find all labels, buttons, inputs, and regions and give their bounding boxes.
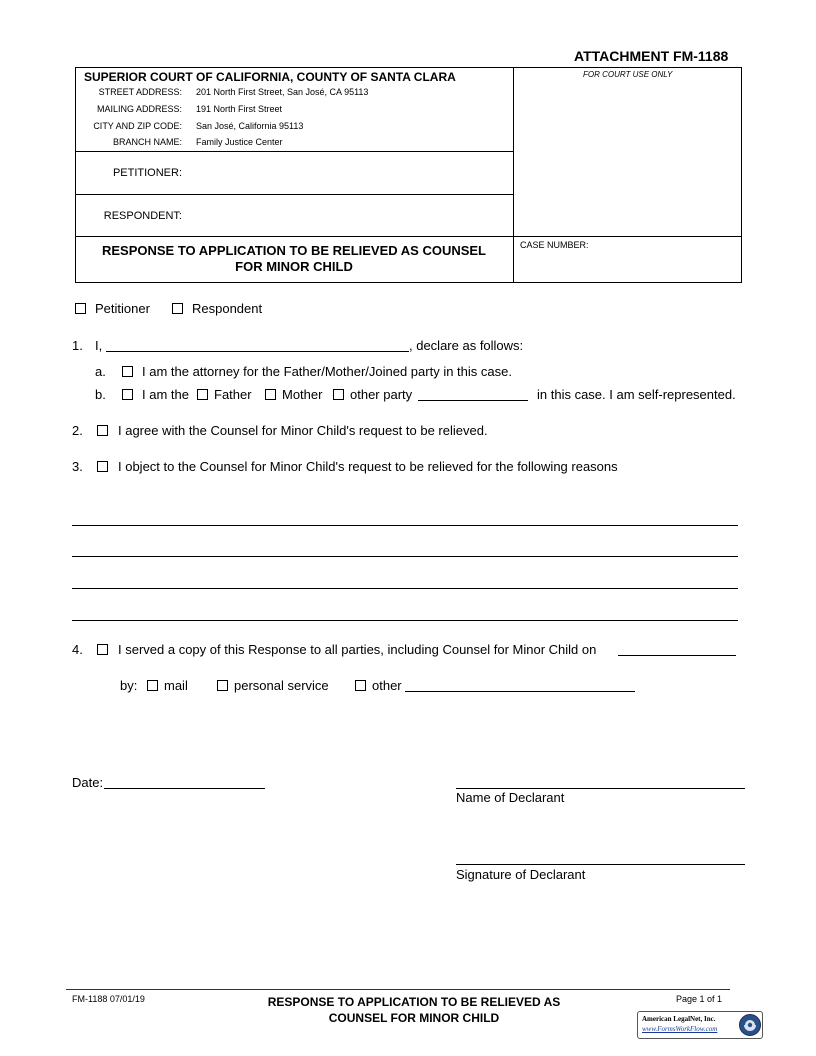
form-title-line1: RESPONSE TO APPLICATION TO BE RELIEVED AS COUNSEL	[101, 243, 487, 258]
item2-text: I agree with the Counsel for Minor Child's request to be relieved.	[118, 423, 488, 438]
footer-title	[230, 994, 598, 1026]
attachment-title: ATTACHMENT FM-1188	[574, 48, 729, 64]
item4-number: 4.	[72, 642, 83, 657]
item2-checkbox[interactable]	[97, 425, 108, 436]
case-number-label: CASE NUMBER:	[520, 240, 589, 250]
caption-rule	[75, 151, 513, 152]
other-service-checkbox[interactable]	[355, 680, 366, 691]
petitioner-checkbox[interactable]	[75, 303, 86, 314]
respondent-label: RESPONDENT:	[103, 210, 182, 222]
reasons-line[interactable]	[72, 556, 738, 557]
publisher-name: American LegalNet, Inc.	[642, 1015, 716, 1023]
item1b-suffix: in this case. I am self-represented.	[537, 387, 736, 402]
branch-label: BRANCH NAME:	[112, 137, 182, 147]
respondent-option-label: Respondent	[192, 301, 263, 316]
form-code: FM-1188 07/01/19	[72, 994, 145, 1004]
date-field[interactable]	[104, 788, 265, 789]
other-service-label: other	[372, 678, 402, 693]
city-label: CITY AND ZIP CODE:	[93, 121, 182, 131]
publisher-url[interactable]: www.FormsWorkFlow.com	[642, 1025, 718, 1033]
footer-title-line2: COUNSEL FOR MINOR CHILD	[328, 1011, 500, 1025]
street-value: 201 North First Street, San José, CA 95113	[196, 87, 369, 97]
mother-label: Mother	[282, 387, 323, 402]
name-label: Name of Declarant	[456, 790, 565, 805]
branch-value: Family Justice Center	[196, 137, 283, 147]
footer-rule	[66, 989, 730, 990]
publisher-globe-icon	[738, 1013, 762, 1037]
reasons-line[interactable]	[72, 620, 738, 621]
date-label: Date:	[72, 775, 104, 790]
caption-divider	[513, 67, 514, 283]
mailing-label: MAILING ADDRESS:	[96, 104, 182, 114]
petitioner-option-label: Petitioner	[95, 301, 150, 316]
name-field[interactable]	[456, 788, 745, 789]
item1-number: 1.	[72, 338, 83, 353]
mail-label: mail	[164, 678, 188, 693]
item1-prefix: I,	[95, 338, 103, 353]
page-number: Page 1 of 1	[676, 994, 723, 1004]
item3-checkbox[interactable]	[97, 461, 108, 472]
caption-rule	[75, 194, 513, 195]
item1a-checkbox[interactable]	[122, 366, 133, 377]
item1b-iam: I am the	[142, 387, 189, 402]
court-use-label: FOR COURT USE ONLY	[583, 70, 673, 79]
respondent-checkbox[interactable]	[172, 303, 183, 314]
declarant-name-field[interactable]	[106, 351, 409, 352]
item4-text: I served a copy of this Response to all parties, including Counsel for Minor Child on	[118, 642, 597, 657]
reasons-line[interactable]	[72, 588, 738, 589]
court-name: SUPERIOR COURT OF CALIFORNIA, COUNTY OF SANTA CLARA	[84, 70, 456, 84]
form-title-line2: FOR MINOR CHILD	[235, 259, 353, 274]
signature-field[interactable]	[456, 864, 745, 865]
street-label: STREET ADDRESS:	[98, 87, 182, 97]
item1a-letter: a.	[95, 364, 106, 379]
item1b-letter: b.	[95, 387, 106, 402]
mailing-value: 191 North First Street	[196, 104, 283, 114]
service-date-field[interactable]	[618, 655, 736, 656]
by-label: by:	[120, 678, 138, 693]
personal-service-label: personal service	[234, 678, 329, 693]
petitioner-label: PETITIONER:	[112, 167, 182, 179]
form-title	[80, 243, 508, 275]
mail-checkbox[interactable]	[147, 680, 158, 691]
item1a-text: I am the attorney for the Father/Mother/Joined party in this case.	[142, 364, 512, 379]
personal-service-checkbox[interactable]	[217, 680, 228, 691]
father-label: Father	[214, 387, 252, 402]
item3-number: 3.	[72, 459, 83, 474]
other-service-field[interactable]	[405, 691, 635, 692]
item1-suffix: , declare as follows:	[409, 338, 524, 353]
reasons-line[interactable]	[72, 525, 738, 526]
item4-checkbox[interactable]	[97, 644, 108, 655]
father-checkbox[interactable]	[197, 389, 208, 400]
other-party-label: other party	[350, 387, 413, 402]
city-value: San José, California 95113	[196, 121, 304, 131]
footer-title-line1: RESPONSE TO APPLICATION TO BE RELIEVED AS	[267, 995, 561, 1009]
other-party-field[interactable]	[418, 400, 528, 401]
item3-text: I object to the Counsel for Minor Child's request to be relieved for the following reasons	[118, 459, 618, 474]
item1b-checkbox[interactable]	[122, 389, 133, 400]
signature-label: Signature of Declarant	[456, 867, 586, 882]
mother-checkbox[interactable]	[265, 389, 276, 400]
caption-rule	[75, 236, 742, 237]
other-party-checkbox[interactable]	[333, 389, 344, 400]
item2-number: 2.	[72, 423, 83, 438]
